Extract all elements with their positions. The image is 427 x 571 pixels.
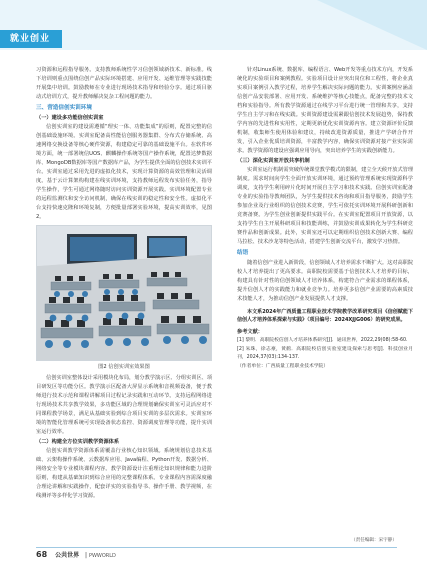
paragraph: 随着信创产业进入新阶段，信创领域人才培养需求不断扩大。这对高职院校人才培养提出了更高要求。高职院校需要基于信创技术人才培养的目标，构建具有针对性的信创领域人才培养体系，构建符合产业需求的课程体系，提升信创人才的实践能力和就业竞争力。培养更多信创产业需要的高素质技术技能人才，为推动信创产业发展提供人才支撑。 [237, 259, 414, 302]
paragraph: 习资源和远程指导服务。支持教师系统性学习信创领域新技术、新标准。线下培训则重点围绕信创产品实际环境搭建、应用开发、运维管理等实践技能开展集中培训。鼓励教师在专业进行现场技术指导和经验分享。通过项目驱动式培训方式，提升教师解决复杂工程问题的能力。 [36, 67, 212, 100]
paragraph: 信创实训教学资源体系需覆盖行业核心知识领域。系统规划信息技术基础、云架构操作系统、云数据库应用、Java编程、Python开发、数据分析、网络安全等专业模块课程内容。教学资源设计注重理论知识规律和能力进阶原则，构建从基础知识到综合应用的完整课程体系。专业课程内容需深度融合理论讲解和实践操作，配套详实的实验指导书、操作手册、教学视频，在线测评等多样化学习资源。 [36, 447, 212, 499]
section-heading: 三、营造信创实训环境 [36, 105, 92, 111]
publication-name: 公共世界 [55, 552, 80, 559]
conclusion-heading: 结语 [237, 249, 249, 256]
header-band [0, 0, 427, 50]
publication-url: PWWORLD [88, 553, 116, 559]
section-badge: 就业创业 [0, 30, 62, 48]
subsection-heading: （二）构建全方位实训教学资源体系 [36, 438, 120, 445]
author-affiliation: （作者单位：广西质量工程职业技术学院） [237, 364, 329, 370]
paragraph: 信创实训室整体设计采用模块化布局，划分教学演示区、分组实训区、项目研发区等功能分区。教学演示区配备大屏显示系统和音视频设备，便于教师进行技术示范和课程讲解项目过程记录实践和互动环节。支持远程网络进行现场技术共享教学效果，多功能区域的合理规划确保实训室可灵活应对不同课程教学场景，满足从基础实验到综合项目实训的多层次需求。实训室环境的智能化管理系统可实现设备状态监控、资源调度管理等功能，提升实训室运行效率。 [36, 375, 213, 435]
editor-credit: （责任编辑：宋宇静） [351, 538, 397, 543]
training-room-image [37, 226, 212, 361]
paragraph: 信创实训室的建设需遵循“理实一体、功能集成”的原则，配置完整的信创基础设施环境。实训室配备高性能信创服务器集群、分布式存储系统、高速网络交换设备等核心硬件资源，构建稳定可靠的基础设施平台。在软件环境方面，统一部署统信UOS、麒麟操作系统等国产操作系统，配置达梦数据库、MongoDB数据库等国产数据库产品，为学生提供全面的信创技术实训平台。实训室通过采用先进的虚拟化技术，实现计算资源的高效管理和灵活调度。基于云计算架构构建在线实训环境，支持教师远程发布实验任务，指导学生操作，学生可通过网络随时访问实训资源开展实践。实训环境配置专业的远程监测仪和安全访问机制，确保在线实训的稳定性和安全性。虚拟化平台支持快速克隆和环境复制，方便批量部署实验环境，提高实训效率，见图2。 [36, 124, 212, 220]
page-footer [36, 550, 116, 559]
figure-caption: 图2 信创实训室效果图 [98, 364, 150, 370]
reference-item: [2] 朱珠，徐志豪，黄鹤．高职院校信创实验室建设探索与思考[J]．科技创业月刊，2024,37(03):134-137. [237, 347, 413, 361]
right-column [237, 66, 413, 372]
left-column [36, 66, 212, 501]
references-title: 参考文献： [237, 329, 263, 336]
reference-item: [1] 黎明．高职院校信创人才培养体系研究[J]．通讯世界，2022,29(08):58-60. [237, 338, 408, 344]
footer-separator: | [85, 552, 88, 559]
page-number: 68 [36, 550, 48, 559]
subsection-heading: （一）建设多功能信创实训室 [36, 115, 104, 121]
subsection-heading: （三）深化实训室开放共享机制 [237, 157, 310, 164]
training-room-figure [36, 225, 212, 361]
paragraph: 针对Linux系统、数据库、编程语言、Web开发等重点技术方向，开发系统化的实验项目和案例教程。实验项目设计应突出岗位和工程性，将企业真实项目案例引入教学过程，培养学生解决实际问题的能力。实训案例应涵盖信创产品安装部署、应用开发、系统维护等核心技能点，配备完整的技术文档和实验指导。所有教学资源通过在线学习平台进行统一管理和共享，支持学生自主学习和在线实践。实训资源建设需紧跟信创技术发展趋势，保持教学内容的先进性和实用性，定期更新优化实训资源内容。建立资源评价反馈机制，收集师生使用体验和建议，持续改进资源质量，推进产学研合作开发，引入企业优质培训资源，丰富教学内容，确保实训资源对接产业实际需求。教学资源的建设应强调应用导向，突出培养学生的实践创新能力。 [237, 67, 413, 154]
footer-divider [36, 547, 397, 548]
funding-note: 本文系2024年广西质量工程职业技术学院教学改革研究项目《信创赋能下信创人才培养体系探索与实践》（项目编号：2024XJJG006）的研究成果。 [237, 308, 413, 323]
paragraph: 实训室运行机制需突破传统课堂教学模式的限制，建立全天候开放式管理制度。需求时间向学生全面开放实训环境，通过预约管理系统实现资源科学调度，支持学生利用碎片化时间开展自主学习和技术实践。信创实训室配备专业的实验指导教师团队，为学生提供技术咨询和项目指导服务，鼓励学生参加企业及行业组织的信创技术竞赛，学生可依托实训环境开展科研创新和竞赛备赛。为学生创业创新提供实践平台。在实训室配置项目开放资源，以支持学生自主开展科研项目和技能训练，并鼓励实训成果转化为学生科研竞赛作品和创新成果。此外，实训室还可以定期组织信创技术创新大赛、编程马拉松、技术沙龙等特色活动，搭建学生创新交流平台，激发学习热情。 [237, 166, 414, 245]
